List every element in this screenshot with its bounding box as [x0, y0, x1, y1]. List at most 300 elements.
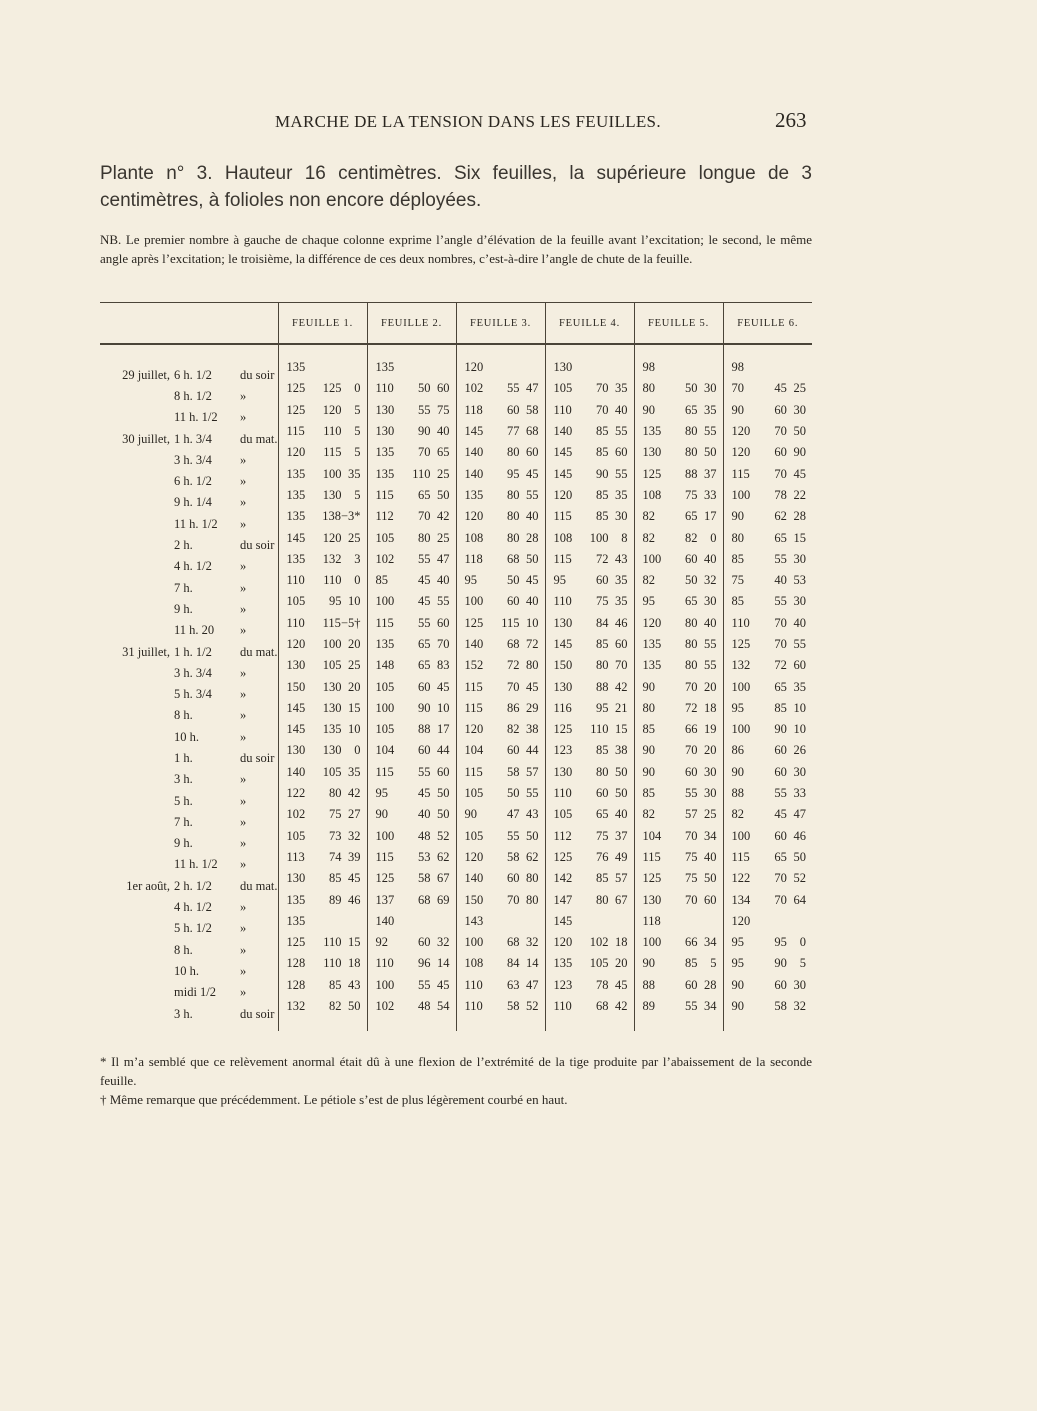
angle-values	[724, 360, 813, 375]
angle-difference: 57	[526, 764, 539, 779]
angle-before: 123	[553, 977, 573, 992]
angle-before: 130	[553, 615, 573, 630]
angle-before: 135	[375, 360, 395, 375]
angle-after: 50	[685, 381, 698, 396]
angle-before: 95	[731, 956, 744, 971]
angle-values	[635, 509, 723, 524]
angle-difference: 37	[615, 828, 628, 843]
row-time-cell	[100, 442, 278, 467]
table-row	[100, 698, 812, 719]
feuille-4-cell	[545, 613, 634, 634]
table-row	[100, 996, 812, 1031]
angle-difference: 22	[793, 487, 807, 502]
angle-after: 78	[596, 977, 609, 992]
row-hour: 8 h.	[174, 708, 193, 723]
angle-difference: 60	[437, 615, 450, 630]
angle-values	[724, 701, 813, 716]
angle-values	[457, 445, 545, 460]
angle-after: 70	[507, 892, 520, 907]
row-hour: 4 h. 1/2	[174, 559, 212, 574]
feuille-6-cell	[723, 527, 812, 548]
feuille-2-cell	[367, 570, 456, 591]
angle-difference: 0	[354, 573, 361, 588]
table-row	[100, 783, 812, 804]
row-hour: 3 h. 3/4	[174, 452, 212, 467]
feuille-3-cell	[456, 762, 545, 783]
row-suffix: du soir	[240, 1006, 275, 1021]
angle-difference: 47	[526, 977, 539, 992]
angle-values	[279, 765, 367, 780]
angle-before: 140	[464, 871, 484, 886]
angle-difference: 70	[437, 637, 450, 651]
angle-difference: 55	[526, 786, 539, 801]
feuille-1-cell	[278, 975, 367, 996]
angle-difference: 40	[704, 615, 717, 630]
angle-values	[368, 381, 456, 396]
angle-before: 102	[375, 551, 395, 566]
angle-difference	[609, 360, 628, 375]
angle-difference: 50	[704, 871, 717, 886]
row-hour: 1 h. 3/4	[174, 431, 212, 446]
angle-values	[279, 935, 367, 950]
angle-values	[724, 956, 813, 971]
angle-before: 100	[731, 722, 751, 737]
angle-before: 115	[553, 551, 572, 566]
angle-after: 65	[418, 487, 431, 502]
angle-before: 85	[642, 722, 655, 737]
row-time-cell	[100, 826, 278, 851]
row-time-cell	[100, 634, 278, 659]
angle-values	[724, 722, 813, 737]
angle-before: 115	[731, 849, 750, 864]
angle-after	[493, 360, 520, 375]
feuille-6-cell	[723, 549, 812, 570]
angle-before: 115	[464, 764, 483, 779]
angle-after: 110	[590, 722, 609, 737]
feuille-3-cell	[456, 463, 545, 484]
angle-after: 85	[329, 871, 342, 886]
angle-difference: 34	[704, 935, 717, 950]
angle-after: 60	[507, 594, 520, 609]
angle-difference: 42	[437, 509, 450, 524]
angle-difference: 42	[348, 786, 361, 801]
angle-after	[671, 360, 698, 375]
row-suffix: »	[240, 410, 247, 425]
angle-values	[368, 978, 456, 993]
angle-difference	[520, 914, 539, 929]
feuille-4-cell	[545, 762, 634, 783]
feuille-1-cell	[278, 549, 367, 570]
plant-heading: Plante n° 3. Hauteur 16 centimètres. Six feuilles, la supérieure longue de 3 centimètres, à folioles non encore déployées.	[100, 163, 812, 211]
angle-values	[635, 637, 723, 652]
angle-values	[457, 531, 545, 546]
angle-values	[635, 914, 723, 929]
feuille-6-cell	[723, 506, 812, 527]
angle-after: 70	[418, 509, 431, 524]
feuille-1-cell	[278, 463, 367, 484]
feuille-2-cell	[367, 804, 456, 825]
angle-difference: 5	[354, 487, 361, 502]
angle-values	[635, 871, 723, 886]
angle-difference: 54	[437, 999, 450, 1014]
angle-after: 75	[685, 849, 698, 864]
angle-after: 65	[418, 637, 431, 651]
angle-difference: 60	[437, 764, 450, 779]
angle-values	[368, 914, 456, 929]
angle-values	[724, 935, 813, 950]
angle-after: 60	[774, 977, 787, 992]
angle-after: 105	[322, 764, 342, 779]
angle-before: 135	[375, 466, 395, 481]
angle-difference: 18	[704, 700, 717, 715]
angle-before: 95	[464, 573, 477, 588]
angle-values	[546, 935, 634, 950]
angle-before: 145	[553, 445, 573, 460]
angle-difference: 15	[615, 722, 628, 737]
angle-before: 88	[642, 977, 655, 992]
row-time-cell	[100, 378, 278, 403]
angle-difference: 60	[704, 892, 717, 907]
table-row	[100, 613, 812, 634]
angle-values	[546, 658, 634, 673]
angle-before: 104	[464, 743, 484, 758]
feuille-2-cell	[367, 676, 456, 697]
angle-before: 125	[286, 402, 306, 417]
table-row	[100, 549, 812, 570]
angle-difference: 43	[348, 977, 361, 992]
angle-difference: 60	[526, 445, 539, 460]
angle-before: 135	[286, 487, 306, 502]
angle-before: 110	[731, 615, 750, 630]
row-time-cell	[100, 527, 278, 553]
angle-difference: 21	[615, 700, 628, 715]
angle-after: 85	[685, 956, 698, 971]
angle-values	[457, 956, 545, 971]
angle-before: 105	[375, 722, 395, 737]
row-suffix: »	[240, 495, 247, 510]
angle-before: 120	[464, 849, 484, 864]
angle-before: 115	[375, 764, 394, 779]
angle-before: 140	[464, 637, 484, 651]
angle-values	[368, 829, 456, 844]
feuille-2-cell	[367, 634, 456, 655]
row-time-cell	[100, 655, 278, 680]
angle-before: 100	[642, 551, 662, 566]
angle-before: 120	[731, 913, 751, 928]
footnote-asterisk: * Il m’a semblé que ce relèvement anormal était dû à une flexion de l’extrémité de la tige produite par l’abaissement de la seconde feuille.	[100, 1054, 812, 1088]
angle-before: 115	[464, 679, 483, 694]
feuille-2-cell	[367, 953, 456, 974]
feuille-4-cell	[545, 804, 634, 825]
angle-before: 143	[464, 913, 484, 928]
row-suffix: »	[240, 687, 247, 702]
angle-before: 95	[553, 573, 566, 588]
table-row	[100, 506, 812, 527]
row-suffix: »	[240, 708, 247, 723]
feuille-5-cell	[634, 442, 723, 463]
spacer-cell	[100, 344, 278, 357]
running-title: MARCHE DE LA TENSION DANS LES FEUILLES.	[275, 112, 661, 131]
table-row	[100, 719, 812, 740]
angle-difference: 50	[526, 828, 539, 843]
angle-values	[724, 871, 813, 886]
angle-difference	[342, 914, 361, 929]
angle-difference: 30	[793, 402, 807, 417]
angle-difference: 30	[704, 786, 717, 801]
angle-difference: 25	[437, 466, 450, 481]
angle-before: 120	[731, 445, 751, 460]
angle-values	[368, 722, 456, 737]
angle-before: 100	[375, 828, 395, 843]
feuille-4-cell	[545, 740, 634, 761]
angle-after: 95	[507, 466, 520, 481]
row-hour: 7 h.	[174, 580, 193, 595]
angle-before: 128	[286, 977, 306, 992]
angle-values	[279, 680, 367, 695]
angle-after: 75	[329, 807, 342, 822]
angle-before: 125	[642, 871, 662, 886]
angle-before: 125	[731, 637, 751, 651]
angle-difference: 5	[710, 956, 717, 971]
feuille-6-cell	[723, 591, 812, 612]
feuille-5-cell	[634, 570, 723, 591]
angle-difference: −5†	[340, 615, 361, 630]
angle-values	[279, 807, 367, 822]
feuille-1-cell	[278, 378, 367, 399]
angle-difference: 15	[793, 530, 807, 545]
row-time-cell	[100, 463, 278, 489]
feuille-6-cell	[723, 421, 812, 442]
spacer-cell	[545, 344, 634, 357]
row-hour: 5 h. 1/2	[174, 921, 212, 936]
angle-difference: 30	[704, 381, 717, 396]
feuille-3-cell	[456, 847, 545, 868]
angle-difference: 35	[704, 402, 717, 417]
feuille-5-cell	[634, 975, 723, 996]
angle-values	[457, 893, 545, 908]
angle-before: 90	[731, 764, 744, 779]
feuille-3-cell	[456, 996, 545, 1031]
angle-before: 135	[553, 956, 573, 971]
angle-difference: 55	[704, 637, 717, 651]
angle-difference: 75	[437, 402, 450, 417]
row-time-cell	[100, 996, 278, 1031]
angle-before: 125	[553, 849, 573, 864]
table-row	[100, 676, 812, 697]
angle-difference: 60	[615, 637, 628, 651]
angle-after: 70	[596, 402, 609, 417]
angle-difference: 35	[793, 679, 807, 694]
feuille-3-cell	[456, 527, 545, 548]
angle-after: 55	[418, 977, 431, 992]
angle-after: 40	[774, 573, 787, 588]
feuille-6-cell	[723, 442, 812, 463]
angle-difference: 40	[526, 509, 539, 524]
angle-values	[635, 531, 723, 546]
angle-before: 95	[642, 594, 655, 609]
angle-after: 65	[685, 509, 698, 524]
angle-difference: 33	[704, 487, 717, 502]
angle-values	[368, 509, 456, 524]
angle-before: 145	[286, 530, 306, 545]
row-suffix: »	[240, 900, 247, 915]
angle-values	[635, 616, 723, 631]
table-row	[100, 527, 812, 548]
angle-after	[760, 360, 787, 375]
angle-values	[546, 467, 634, 482]
angle-difference: 55	[793, 637, 807, 651]
angle-after: 55	[507, 828, 520, 843]
angle-after: 90	[418, 424, 431, 439]
angle-before: 100	[731, 679, 751, 694]
angle-difference: 45	[526, 573, 539, 588]
angle-difference: 45	[437, 679, 450, 694]
angle-after: 85	[329, 977, 342, 992]
feuille-6-cell	[723, 698, 812, 719]
feuille-1-cell	[278, 932, 367, 953]
angle-after: 90	[596, 466, 609, 481]
angle-values	[546, 743, 634, 758]
angle-before: 145	[286, 722, 306, 737]
header-time	[100, 303, 278, 345]
angle-after: 95	[596, 700, 609, 715]
angle-after	[582, 914, 609, 929]
angle-difference: 53	[793, 573, 807, 588]
angle-values	[635, 573, 723, 588]
angle-difference: 39	[348, 849, 361, 864]
angle-after: 88	[596, 679, 609, 694]
angle-difference: 25	[704, 807, 717, 822]
angle-difference: 38	[526, 722, 539, 737]
angle-values	[724, 743, 813, 758]
angle-after: 110	[412, 466, 431, 481]
angle-before: 113	[286, 849, 305, 864]
table-row	[100, 591, 812, 612]
header-feuille-3: FEUILLE 3.	[456, 303, 545, 345]
angle-values	[279, 594, 367, 609]
feuille-5-cell	[634, 996, 723, 1031]
feuille-6-cell	[723, 826, 812, 847]
feuille-5-cell	[634, 421, 723, 442]
row-hour: 11 h. 20	[174, 623, 215, 638]
row-time-cell	[100, 911, 278, 936]
angle-values	[546, 616, 634, 631]
feuille-2-cell	[367, 527, 456, 548]
angle-values	[457, 381, 545, 396]
angle-after: 60	[507, 871, 520, 886]
row-time-cell	[100, 485, 278, 510]
angle-before: 130	[286, 743, 306, 758]
angle-before: 95	[375, 786, 388, 801]
angle-before: 98	[642, 360, 655, 375]
feuille-6-cell	[723, 740, 812, 761]
feuille-4-cell	[545, 911, 634, 932]
angle-difference: 43	[615, 551, 628, 566]
angle-before: 120	[553, 487, 573, 502]
feuille-1-cell	[278, 634, 367, 655]
angle-values	[635, 658, 723, 673]
feuille-4-cell	[545, 421, 634, 442]
feuille-2-cell	[367, 421, 456, 442]
angle-values	[279, 616, 367, 631]
angle-before: 135	[642, 658, 662, 673]
feuille-3-cell	[456, 698, 545, 719]
angle-difference: 15	[348, 935, 361, 950]
angle-after: 86	[507, 700, 520, 715]
feuille-3-cell	[456, 613, 545, 634]
row-hour: 10 h.	[174, 729, 199, 744]
angle-before: 147	[553, 892, 573, 907]
angle-difference: 10	[348, 594, 361, 609]
feuille-1-cell	[278, 953, 367, 974]
angle-before: 105	[286, 594, 306, 609]
angle-difference	[698, 914, 717, 929]
angle-values	[368, 935, 456, 950]
angle-after: 68	[596, 999, 609, 1014]
angle-before: 130	[375, 402, 395, 417]
angle-after: 70	[774, 466, 787, 481]
angle-after: 85	[596, 509, 609, 524]
angle-before: 100	[642, 935, 662, 950]
angle-before: 115	[464, 700, 483, 715]
header-feuille-5: FEUILLE 5.	[634, 303, 723, 345]
row-hour: 9 h.	[174, 836, 193, 851]
angle-after: 48	[418, 828, 431, 843]
angle-after: 80	[685, 658, 698, 673]
angle-difference: 35	[615, 487, 628, 502]
feuille-1-cell	[278, 613, 367, 634]
angle-difference: 29	[526, 700, 539, 715]
angle-values	[635, 786, 723, 801]
angle-after: 40	[418, 807, 431, 822]
angle-after: 115	[322, 615, 341, 630]
angle-before: 85	[642, 786, 655, 801]
angle-difference: 80	[526, 892, 539, 907]
angle-values	[635, 381, 723, 396]
feuille-5-cell	[634, 911, 723, 932]
row-suffix: du soir	[240, 750, 275, 765]
feuille-3-cell	[456, 570, 545, 591]
angle-difference: 28	[704, 977, 717, 992]
feuille-1-cell	[278, 868, 367, 889]
feuille-1-cell	[278, 698, 367, 719]
feuille-2-cell	[367, 655, 456, 676]
feuille-4-cell	[545, 591, 634, 612]
angle-values	[279, 467, 367, 482]
angle-after: 82	[329, 999, 342, 1014]
row-suffix: »	[240, 814, 247, 829]
angle-before: 85	[731, 594, 744, 609]
angle-before: 110	[553, 594, 572, 609]
angle-values	[724, 594, 813, 609]
angle-difference: 10	[348, 722, 361, 737]
angle-difference: 35	[615, 594, 628, 609]
angle-values	[724, 616, 813, 631]
angle-values	[368, 445, 456, 460]
feuille-5-cell	[634, 698, 723, 719]
angle-values	[368, 765, 456, 780]
angle-after: 80	[507, 445, 520, 460]
angle-difference: 5	[354, 424, 361, 439]
angle-before: 100	[375, 594, 395, 609]
angle-after: 80	[507, 530, 520, 545]
angle-before: 82	[642, 573, 655, 588]
angle-after: 58	[507, 849, 520, 864]
angle-difference: 72	[526, 637, 539, 651]
feuille-2-cell	[367, 613, 456, 634]
angle-difference: 40	[793, 615, 807, 630]
angle-difference: 55	[437, 594, 450, 609]
